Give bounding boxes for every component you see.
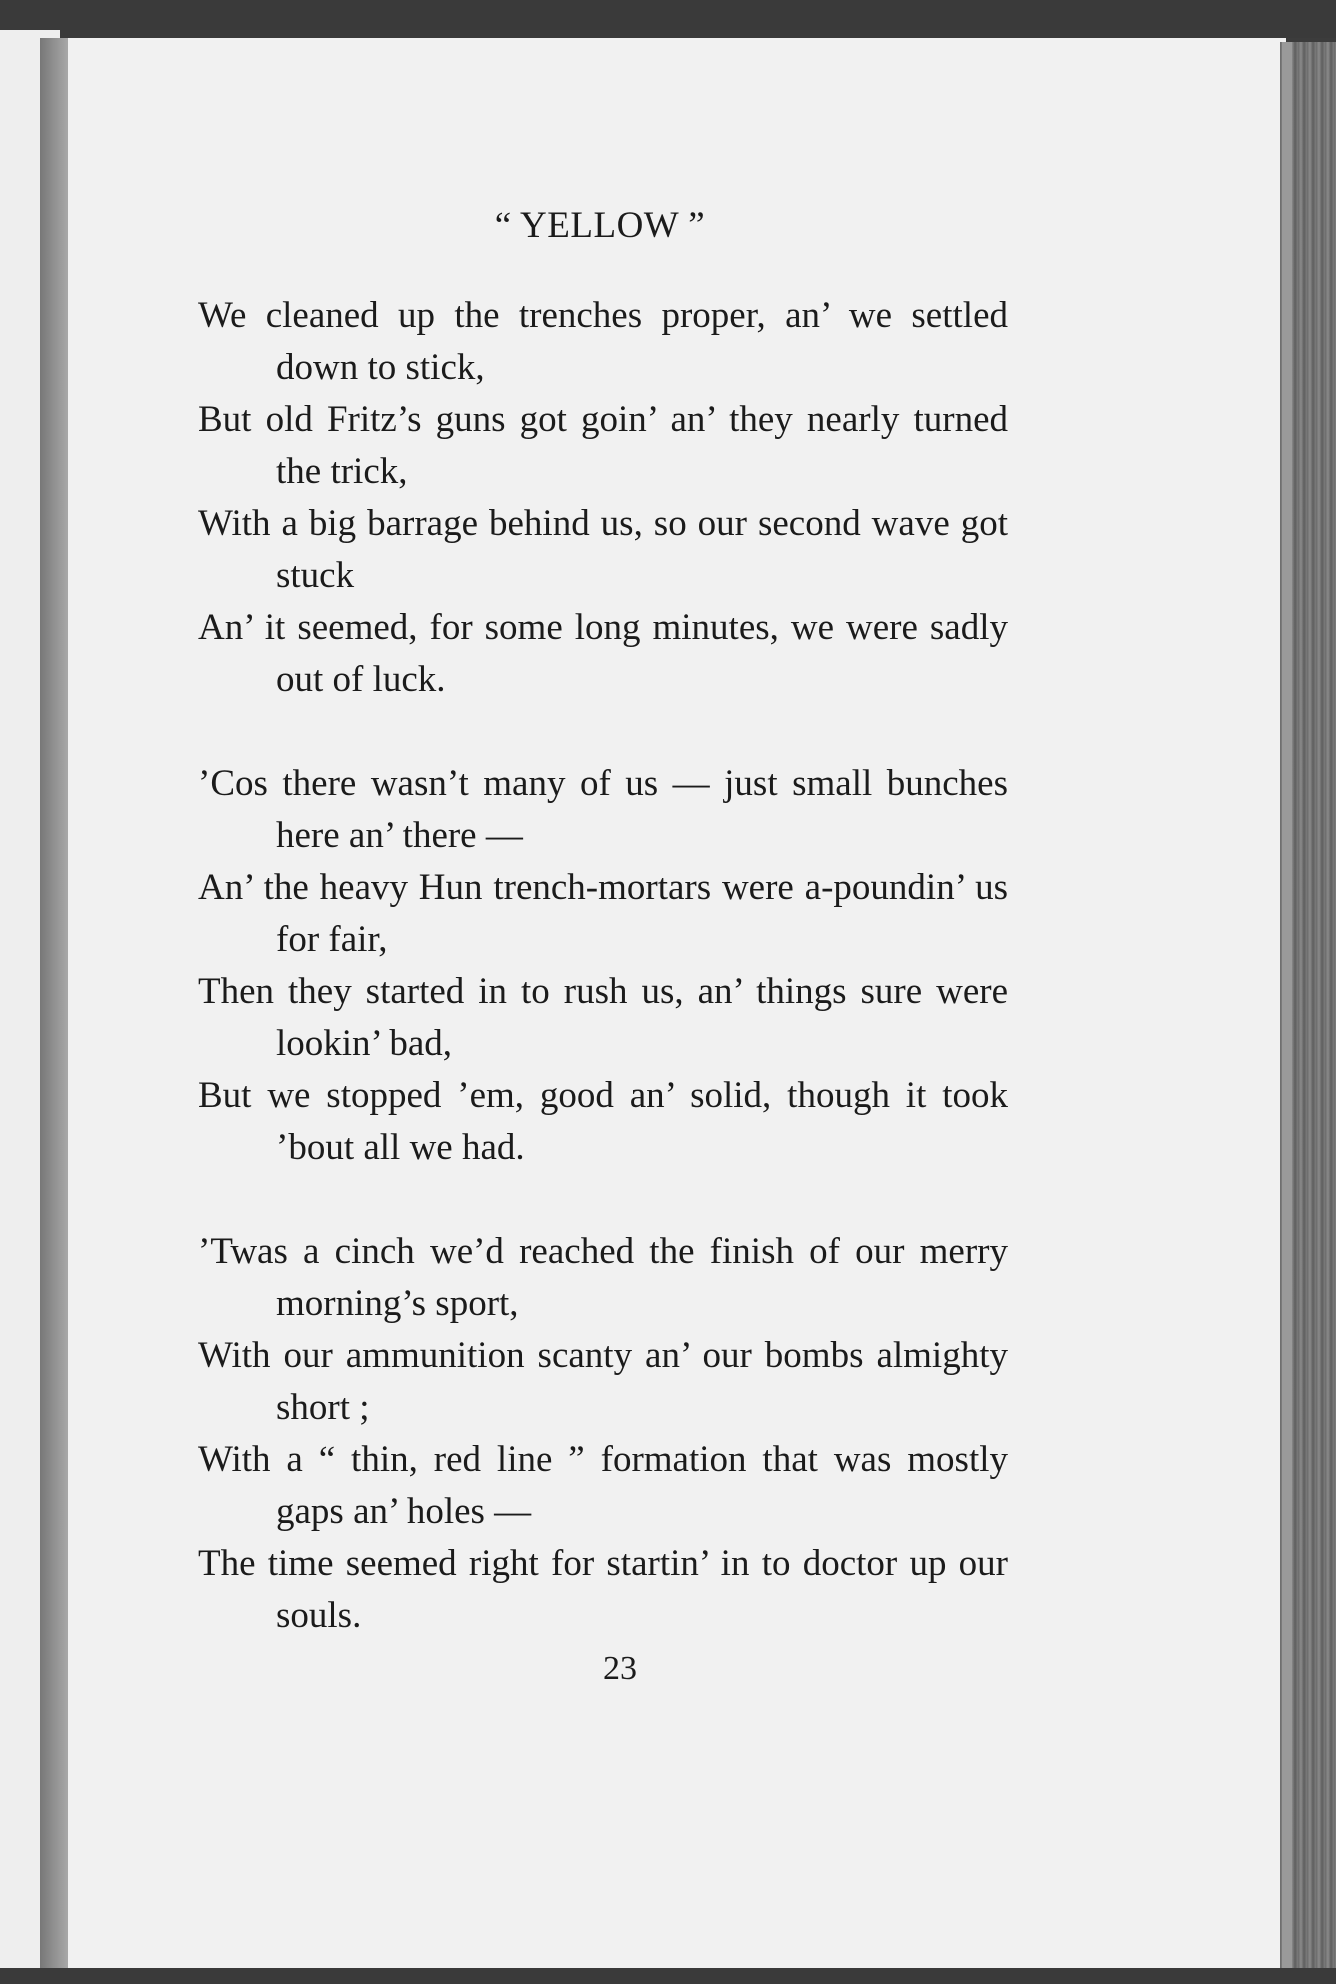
verse-line: But old Fritz’s guns got goin’ an’ they nearly turned the trick, — [198, 399, 1008, 492]
poem-body — [198, 290, 1008, 1694]
verse-line: We cleaned up the trenches proper, an’ we settled down to stick, — [198, 295, 1008, 388]
page-number: 23 — [603, 1650, 637, 1687]
stanza-2 — [198, 758, 1008, 1174]
verse-line: An’ the heavy Hun trench-mortars were a-poundin’ us for fair, — [198, 867, 1008, 960]
verse-line: ’Cos there wasn’t many of us — just small bunches here an’ there — — [198, 763, 1008, 856]
poem-title: “ YELLOW ” — [494, 205, 706, 246]
book-gutter — [40, 38, 68, 1968]
verse-line: With a big barrage behind us, so our second wave got stuck — [198, 503, 1008, 596]
page-stack-inner-edge — [1282, 42, 1292, 1984]
stanza-3 — [198, 1226, 1008, 1642]
verse-line: ’Twas a cinch we’d reached the finish of our merry morning’s sport, — [198, 1231, 1008, 1324]
verse-line: An’ it seemed, for some long minutes, we were sadly out of luck. — [198, 607, 1008, 700]
stanza-1 — [198, 290, 1008, 706]
verse-line: The time seemed right for startin’ in to doctor up our souls. — [198, 1543, 1008, 1636]
scan-border-top — [0, 0, 1336, 38]
verse-line: Then they started in to rush us, an’ things sure were lookin’ bad, — [198, 971, 1008, 1064]
verse-line: But we stopped ’em, good an’ solid, though it took ’bout all we had. — [198, 1075, 1008, 1168]
scan-border-bottom — [0, 1968, 1336, 1984]
verse-line: With a “ thin, red line ” formation that was mostly gaps an’ holes — — [198, 1439, 1008, 1532]
verse-line: With our ammunition scanty an’ our bombs almighty short ; — [198, 1335, 1008, 1428]
